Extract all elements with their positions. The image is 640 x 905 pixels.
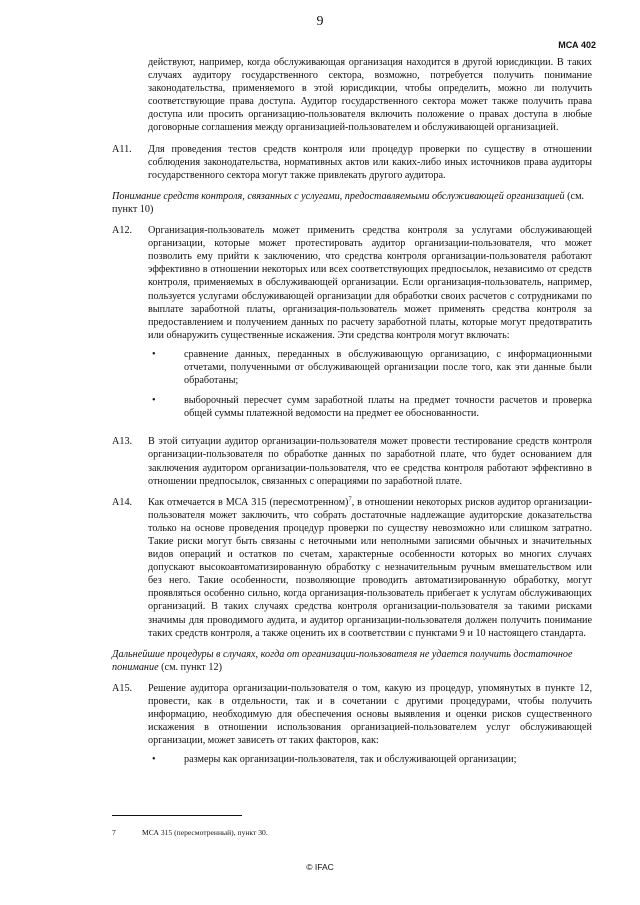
footnote-reference[interactable]: 7	[348, 495, 352, 503]
paragraph-continuation: действуют, например, когда обслуживающая организация находится в другой юрисдикции. В таких случаях аудитору государственного сектора, возможно, потребуется получить понимание законодательства, применяемого в этой юрисдикции, чтобы определить, можно ли получить соответствующие права доступа. Аудитор государственного сектора может также получить права доступа или просить организацию-пользователя включить положение о правах доступа в любые договорные соглашения между организацией-пользователем и обслуживающей организацией.	[148, 57, 592, 134]
paragraph-text: Для проведения тестов средств контроля или процедур проверки по существу в отношении соблюдения законодательства, нормативных актов или каких-либо иных источников права аудиторы государственного сектора могут также привлекать другого аудитора.	[148, 143, 592, 181]
footnote-text: МСА 315 (пересмотренный), пункт 30.	[142, 828, 268, 837]
paragraph-a13	[112, 435, 592, 487]
heading-reference: (см. пункт 10)	[112, 190, 585, 215]
list-item: • выборочный пересчет сумм заработной платы на предмет точности расчетов и проверка общей суммы платежной ведомости на предмет ее обоснованности.	[148, 394, 592, 420]
paragraph-number: A12.	[112, 225, 133, 237]
paragraph-a12	[112, 224, 592, 427]
footnote-number: 7	[112, 828, 116, 837]
paragraph-a15	[112, 682, 592, 774]
paragraph-number: A11.	[112, 143, 132, 155]
bullet-icon: •	[152, 754, 156, 766]
paragraph-number: A14.	[112, 496, 133, 508]
paragraph-text: Организация-пользователь может применить средства контроля за услугами обслуживающей организации, которые может протестировать аудитор организации-пользователя, что может позволить ему прийти к заключению, что средства контроля организации-пользователя работают эффективно в отношении некоторых или всех соответствующих предпосылок, независимо от средств контроля, применяемых в обслуживающей организации. Если организация-пользователь, например, пользуется услугами обслуживающей организации для обработки своих расчетов с сотрудниками по выплате заработной платы, организация-пользователь может применять средства контроля за предоставлением и получением данных по расчету заработной платы, которые могут предотвратить или обнаружить существенные искажения. Эти средства контроля могут включать:	[148, 225, 592, 341]
paragraph-text: Решение аудитора организации-пользователя о том, какую из процедур, упомянутых в пункте 12, провести, как в отдельности, так и в сочетании с другими процедурами, чтобы получить информацию, необходимую для обеспечения основы выявления и оценки рисков существенного искажения в отношении использования организацией-пользователем услуг обслуживающей организации, может зависеть от таких факторов, как:	[148, 682, 592, 747]
heading-title: Дальнейшие процедуры в случаях, когда от организации-пользователя не удается получить достаточное понимание	[112, 648, 573, 673]
section-heading-further-procedures	[112, 648, 592, 674]
footnote-divider	[112, 815, 242, 816]
page-number: 9	[316, 14, 324, 29]
heading-reference: (см. пункт 12)	[161, 661, 223, 673]
heading-title: Понимание средств контроля, связанных с услугами, предоставляемыми обслуживающей организацией	[112, 190, 565, 202]
section-heading-controls	[112, 190, 592, 216]
bullet-icon: •	[152, 348, 156, 360]
bullet-list	[148, 348, 592, 420]
bullet-list	[148, 753, 592, 766]
page-content	[112, 56, 592, 782]
document-code: МСА 402	[558, 40, 596, 50]
paragraph-a11	[112, 143, 592, 182]
paragraph-text: В этой ситуации аудитор организации-пользователя может провести тестирование средств контроля организации-пользователя по обработке данных по заработной плате, что будет основанием для заключения аудитором организации-пользователя, что ее средства контроля работают эффективно в отношении предпосылок, связанных с операциями по заработной плате.	[148, 436, 592, 487]
bullet-icon: •	[152, 395, 156, 407]
paragraph-a14	[112, 496, 592, 640]
paragraph-text: Как отмечается в МСА 315 (пересмотренном)$^7$, в отношении некоторых рисков аудитор организации-пользователя может заключить, что собрать достаточные надлежащие аудиторские доказательства только на основе проведения процедур проверки по существу невозможно или слишком затратно. Такие риски могут быть связаны с неточными или неполными записями обычных и значительных видов операций и остатков по счетам, характерные особенности которых во многих случаях допускают высокоавтоматизированную обработку с незначительным ручным вмешательством или без него. Такие особенности, позволяющие проводить автоматизированную обработку, могут проявляться особенно сильно, когда организация-пользователь прибегает к услугам обслуживающих организаций. В таких случаях средства контроля организации-пользователя за такими рисками значимы для проводимого аудита, и аудитор организации-пользователя должен получить понимание таких средств контроля, а также оценить их в соответствии с пунктами 9 и 10 настоящего стандарта.	[148, 495, 592, 639]
list-item: • сравнение данных, переданных в обслуживающую организацию, с информационными отчетами, полученными от обслуживающей организации после того, как эти данные были обработаны;	[148, 348, 592, 387]
list-item: • размеры как организации-пользователя, так и обслуживающей организации;	[148, 753, 592, 766]
page-footer: © IFAC	[306, 862, 334, 872]
footnote	[112, 828, 268, 837]
paragraph-number: A13.	[112, 436, 133, 448]
paragraph-number: A15.	[112, 682, 133, 694]
